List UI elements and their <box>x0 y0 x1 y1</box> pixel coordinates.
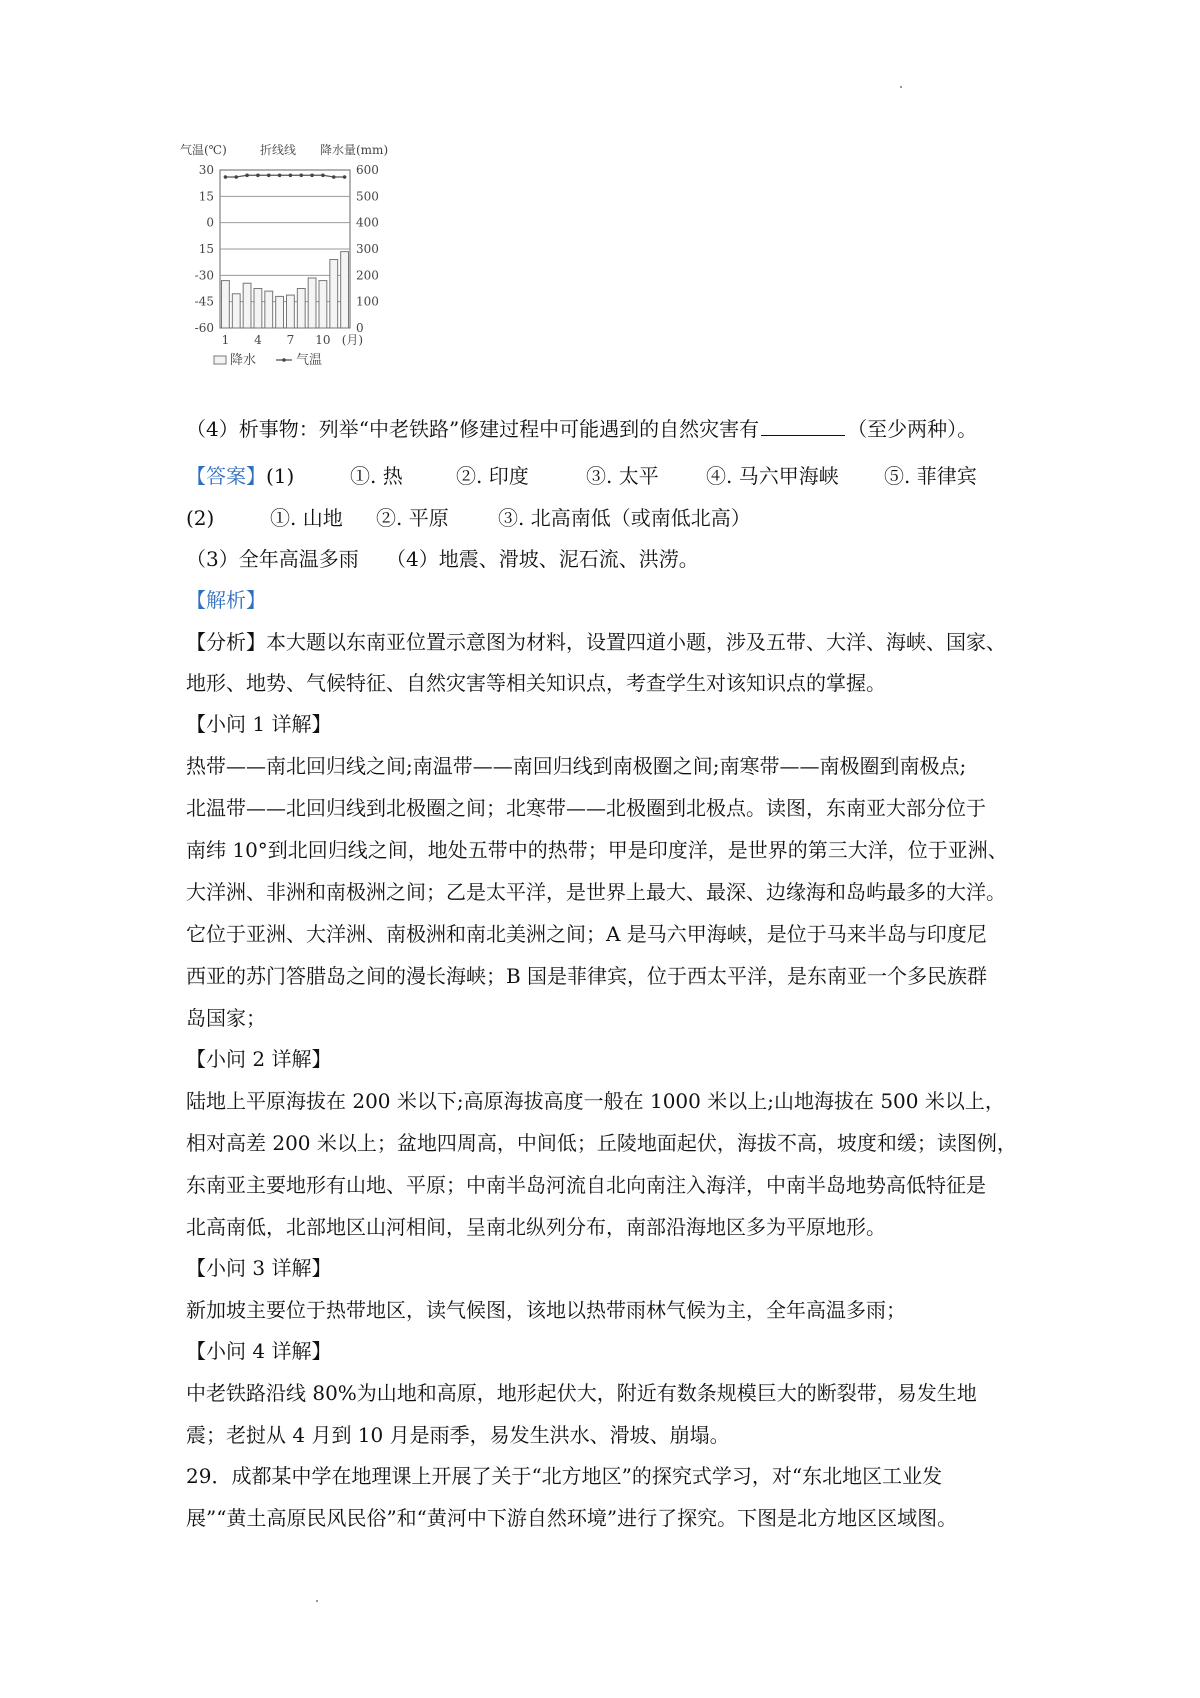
question-29: 29．成都某中学在地理课上开展了关于“北方地区”的探究式学习，对“东北地区工业发 <box>186 1464 943 1488</box>
y-left-tick-label: 30 <box>198 163 214 177</box>
answer-1-option: ①. 热 <box>350 464 403 488</box>
y-right-axis-label: 降水量(mm) <box>320 143 389 157</box>
precipitation-bar <box>232 294 240 328</box>
precipitation-bar <box>287 295 295 328</box>
answer-1-label: (1) <box>266 464 295 488</box>
y-left-tick-label: -30 <box>194 268 214 283</box>
answer-line-1 <box>186 462 977 490</box>
temperature-point <box>267 173 271 177</box>
analysis-text: 大洋洲、非洲和南极洲之间；乙是太平洋，是世界上最大、最深、边缘海和岛屿最多的大洋。 <box>186 880 1006 904</box>
speck-mark <box>316 1600 318 1602</box>
answer-line-2 <box>186 504 751 532</box>
analysis-text: 南纬 10°到北回归线之间，地处五带中的热带；甲是印度洋，是世界的第三大洋，位于亚洲、 <box>186 838 1008 862</box>
answer-4: （4）地震、滑坡、泥石流、洪涝。 <box>386 547 699 571</box>
temperature-point <box>321 173 325 177</box>
y-left-tick-label: 15 <box>198 189 214 204</box>
sub-question-heading: 【小问 3 详解】 <box>186 1256 332 1280</box>
y-left-tick-label: -45 <box>194 294 214 309</box>
legend-precipitation: 降水 <box>230 353 257 368</box>
legend-line-point <box>282 358 286 362</box>
precipitation-bar <box>319 281 327 328</box>
temperature-point <box>256 173 260 177</box>
x-tick-label: 10 <box>315 333 331 347</box>
analysis-text: 热带——南北回归线之间;南温带——南回归线到南极圈之间;南寒带——南极圈到南极点; <box>186 754 967 778</box>
x-tick-label: 4 <box>254 333 262 347</box>
analysis-tag: 【解析】 <box>186 588 266 612</box>
analysis-text: 陆地上平原海拔在 200 米以下;高原海拔高度一般在 1000 米以上;山地海拔在 500 米以上， <box>186 1089 1005 1113</box>
temperature-line <box>225 175 344 177</box>
temperature-point <box>332 175 336 179</box>
y-left-axis-label: 气温(℃) <box>180 143 227 157</box>
answer-2-option: ①. 山地 <box>270 506 343 530</box>
answer-1-option: ③. 太平 <box>586 464 659 488</box>
analysis-text: 相对高差 200 米以上；盆地四周高，中间低；丘陵地面起伏，海拔不高，坡度和缓；读图例， <box>186 1131 1017 1155</box>
answer-1-option: ②. 印度 <box>456 464 529 488</box>
analysis-text: 东南亚主要地形有山地、平原；中南半岛河流自北向南注入海洋，中南半岛地势高低特征是 <box>186 1173 986 1197</box>
y-right-tick-label: 0 <box>356 321 364 335</box>
analysis-text: 北高南低，北部地区山河相间，呈南北纵列分布，南部沿海地区多为平原地形。 <box>186 1215 886 1239</box>
legend-temperature: 气温 <box>296 353 323 368</box>
y-right-tick-label: 300 <box>356 242 379 256</box>
answer-2-label: (2) <box>186 506 215 530</box>
precipitation-bar <box>222 281 230 328</box>
y-left-tick-label: 15 <box>198 242 214 256</box>
analysis-text: 【分析】本大题以东南亚位置示意图为材料，设置四道小题，涉及五带、大洋、海峡、国家、 <box>186 630 1006 654</box>
temperature-point <box>224 175 228 179</box>
speck-mark <box>900 86 902 88</box>
analysis-text: 中老铁路沿线 80%为山地和高原，地形起伏大，附近有数条规模巨大的断裂带，易发生地 <box>186 1381 977 1405</box>
temperature-point <box>310 173 314 177</box>
answer-line-3 <box>186 545 699 573</box>
x-tick-label: 1 <box>221 333 230 347</box>
precipitation-bar <box>265 291 273 328</box>
precipitation-bar <box>254 289 262 329</box>
y-left-tick-label: 0 <box>206 215 214 230</box>
y-right-tick-label: 200 <box>356 268 379 283</box>
analysis-text: 地形、地势、气候特征、自然灾害等相关知识点，考查学生对该知识点的掌握。 <box>186 671 886 695</box>
analysis-text: 新加坡主要位于热带地区，读气候图，该地以热带雨林气候为主，全年高温多雨； <box>186 1298 906 1322</box>
analysis-text: 岛国家； <box>186 1006 266 1030</box>
temperature-point <box>245 173 249 177</box>
question-4-suffix: （至少两种）。 <box>847 417 978 441</box>
precipitation-bar <box>243 283 251 328</box>
y-left-tick-label: -60 <box>194 321 214 335</box>
sub-question-heading: 【小问 4 详解】 <box>186 1339 332 1363</box>
answer-2-option: ②. 平原 <box>376 506 449 530</box>
y-right-tick-label: 600 <box>356 163 379 177</box>
answer-1-option: ⑤. 菲律宾 <box>884 464 977 488</box>
sub-question-heading: 【小问 1 详解】 <box>186 712 332 736</box>
analysis-text: 北温带——北回归线到北极圈之间；北寒带——北极圈到北极点。读图，东南亚大部分位于 <box>186 796 986 820</box>
answer-1-option: ④. 马六甲海峡 <box>706 464 839 488</box>
legend-bar-swatch <box>214 356 226 364</box>
analysis-text: 它位于亚洲、大洋洲、南极洲和南北美洲之间；A 是马六甲海峡，是位于马来半岛与印度尼 <box>186 922 987 946</box>
climate-chart-svg <box>180 140 480 410</box>
temperature-point <box>343 175 347 179</box>
precipitation-bar <box>276 296 284 328</box>
y-right-tick-label: 500 <box>356 189 379 204</box>
sub-question-heading: 【小问 2 详解】 <box>186 1047 332 1071</box>
precipitation-bar <box>308 278 316 328</box>
temperature-point <box>299 173 303 177</box>
question-29: 展”“黄土高原民风民俗”和“黄河中下游自然环境”进行了探究。下图是北方地区区域图。 <box>186 1506 958 1530</box>
temperature-point <box>234 175 238 179</box>
analysis-text: 震；老挝从 4 月到 10 月是雨季，易发生洪水、滑坡、崩塌。 <box>186 1423 730 1447</box>
y-right-tick-label: 100 <box>356 294 379 309</box>
analysis-text: 西亚的苏门答腊岛之间的漫长海峡；B 国是菲律宾，位于西太平洋，是东南亚一个多民族群 <box>186 964 988 988</box>
y-right-tick-label: 400 <box>356 215 379 230</box>
answer-3: （3）全年高温多雨 <box>186 547 359 571</box>
legend-header: 折线线 <box>260 143 297 157</box>
answer-2-option: ③. 北高南低（或南低北高） <box>498 506 751 530</box>
question-4-prefix: （4）析事物：列举“中老铁路”修建过程中可能遇到的自然灾害有 <box>186 417 760 441</box>
x-tick-label: 7 <box>286 333 295 347</box>
question-4 <box>186 415 977 443</box>
temperature-point <box>278 173 282 177</box>
precipitation-bar <box>297 289 305 329</box>
precipitation-bar <box>341 252 349 328</box>
x-unit-label: (月) <box>341 333 364 347</box>
climate-chart <box>180 140 480 410</box>
temperature-point <box>289 173 293 177</box>
answer-blank <box>761 417 845 436</box>
answer-tag: 【答案】 <box>186 464 266 488</box>
precipitation-bar <box>330 260 338 328</box>
